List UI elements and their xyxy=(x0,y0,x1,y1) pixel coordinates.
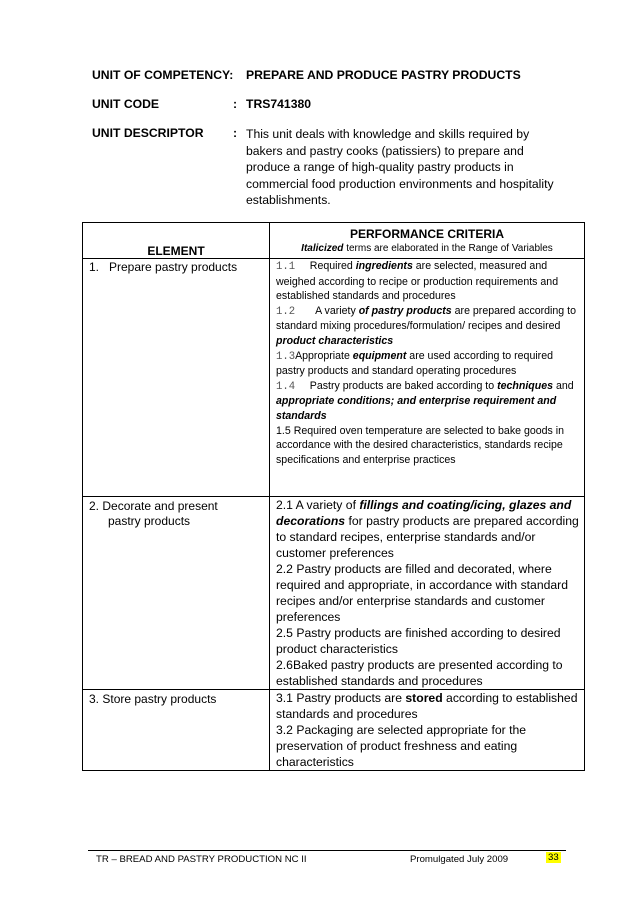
table-row xyxy=(83,497,585,690)
table-row xyxy=(83,259,585,497)
competency-table xyxy=(82,222,585,771)
criteria-cell xyxy=(270,690,585,771)
unit-code-colon: : xyxy=(233,97,238,111)
unit-of-competency-value: PREPARE AND PRODUCE PASTRY PRODUCTS xyxy=(246,68,521,82)
criterion-3-2: 3.2 Packaging are selected appropriate for the preservation of product freshness and eating characteristics xyxy=(276,723,527,769)
element-cell: 2. Decorate and present pastry products xyxy=(83,497,270,690)
pc-header-subtitle: Italicized terms are elaborated in the Range of Variables xyxy=(301,243,553,254)
criterion-1-3: 1.3Appropriate equipment are used according to required pastry products and standard operating procedures xyxy=(276,349,553,378)
unit-descriptor-label: UNIT DESCRIPTOR xyxy=(92,126,204,140)
element-header: ELEMENT xyxy=(83,223,270,259)
criterion-2-1: 2.1 A variety of fillings and coating/icing, glazes and decorations for pastry products are prepared according to standard recipes, enterprise standards and/or customer preferences xyxy=(276,498,579,560)
table-row xyxy=(83,690,585,771)
criterion-2-2: 2.2 Pastry products are filled and decorated, where required and appropriate, in accordance with standard recipes and/or enterprise standards and customer preferences xyxy=(276,562,569,624)
footer-divider xyxy=(88,850,566,851)
criterion-1-5: 1.5 Required oven temperature are selected to bake goods in accordance with the desired characteristics, standards recipe specifications and enterprise practices xyxy=(276,424,564,466)
pc-header-title: PERFORMANCE CRITERIA xyxy=(349,227,504,241)
criteria-cell xyxy=(270,497,585,690)
criterion-1-2: 1.2 A variety of pastry products are prepared according to standard mixing procedures/formulation/ recipes and desired product characteristics xyxy=(276,304,576,347)
unit-code-value: TRS741380 xyxy=(246,97,312,111)
unit-code-label: UNIT CODE xyxy=(92,97,160,111)
criterion-1-4: 1.4 Pastry products are baked according to techniques and appropriate conditions; and enterprise requirement and standards xyxy=(276,379,574,422)
criterion-1-1: 1.1 Required ingredients are selected, measured and weighed according to recipe or production requirements and established standards and procedures xyxy=(276,260,559,303)
footer-title: TR – BREAD AND PASTRY PRODUCTION NC II xyxy=(96,854,307,865)
criterion-2-6: 2.6Baked pastry products are presented according to established standards and procedures xyxy=(276,658,563,688)
performance-criteria-header xyxy=(270,223,585,259)
element-cell: 3. Store pastry products xyxy=(83,690,270,771)
page-number: 33 xyxy=(548,852,559,863)
criterion-2-5: 2.5 Pastry products are finished according to desired product characteristics xyxy=(276,626,561,656)
unit-descriptor-value: This unit deals with knowledge and skills required by bakers and pastry cooks (patissiers) to prepare and produce a range of high-quality pastry products in commercial food production environments and hospitality establishments. xyxy=(246,127,554,207)
unit-of-competency-label: UNIT OF COMPETENCY: xyxy=(92,68,234,82)
element-cell: 1. Prepare pastry products xyxy=(83,259,270,497)
unit-descriptor-colon: : xyxy=(233,126,238,140)
footer-promulgated: Promulgated July 2009 xyxy=(410,854,509,865)
criterion-3-1: 3.1 Pastry products are stored according to established standards and procedures xyxy=(276,691,578,721)
criteria-cell xyxy=(270,259,585,497)
table-header-row xyxy=(83,223,585,259)
